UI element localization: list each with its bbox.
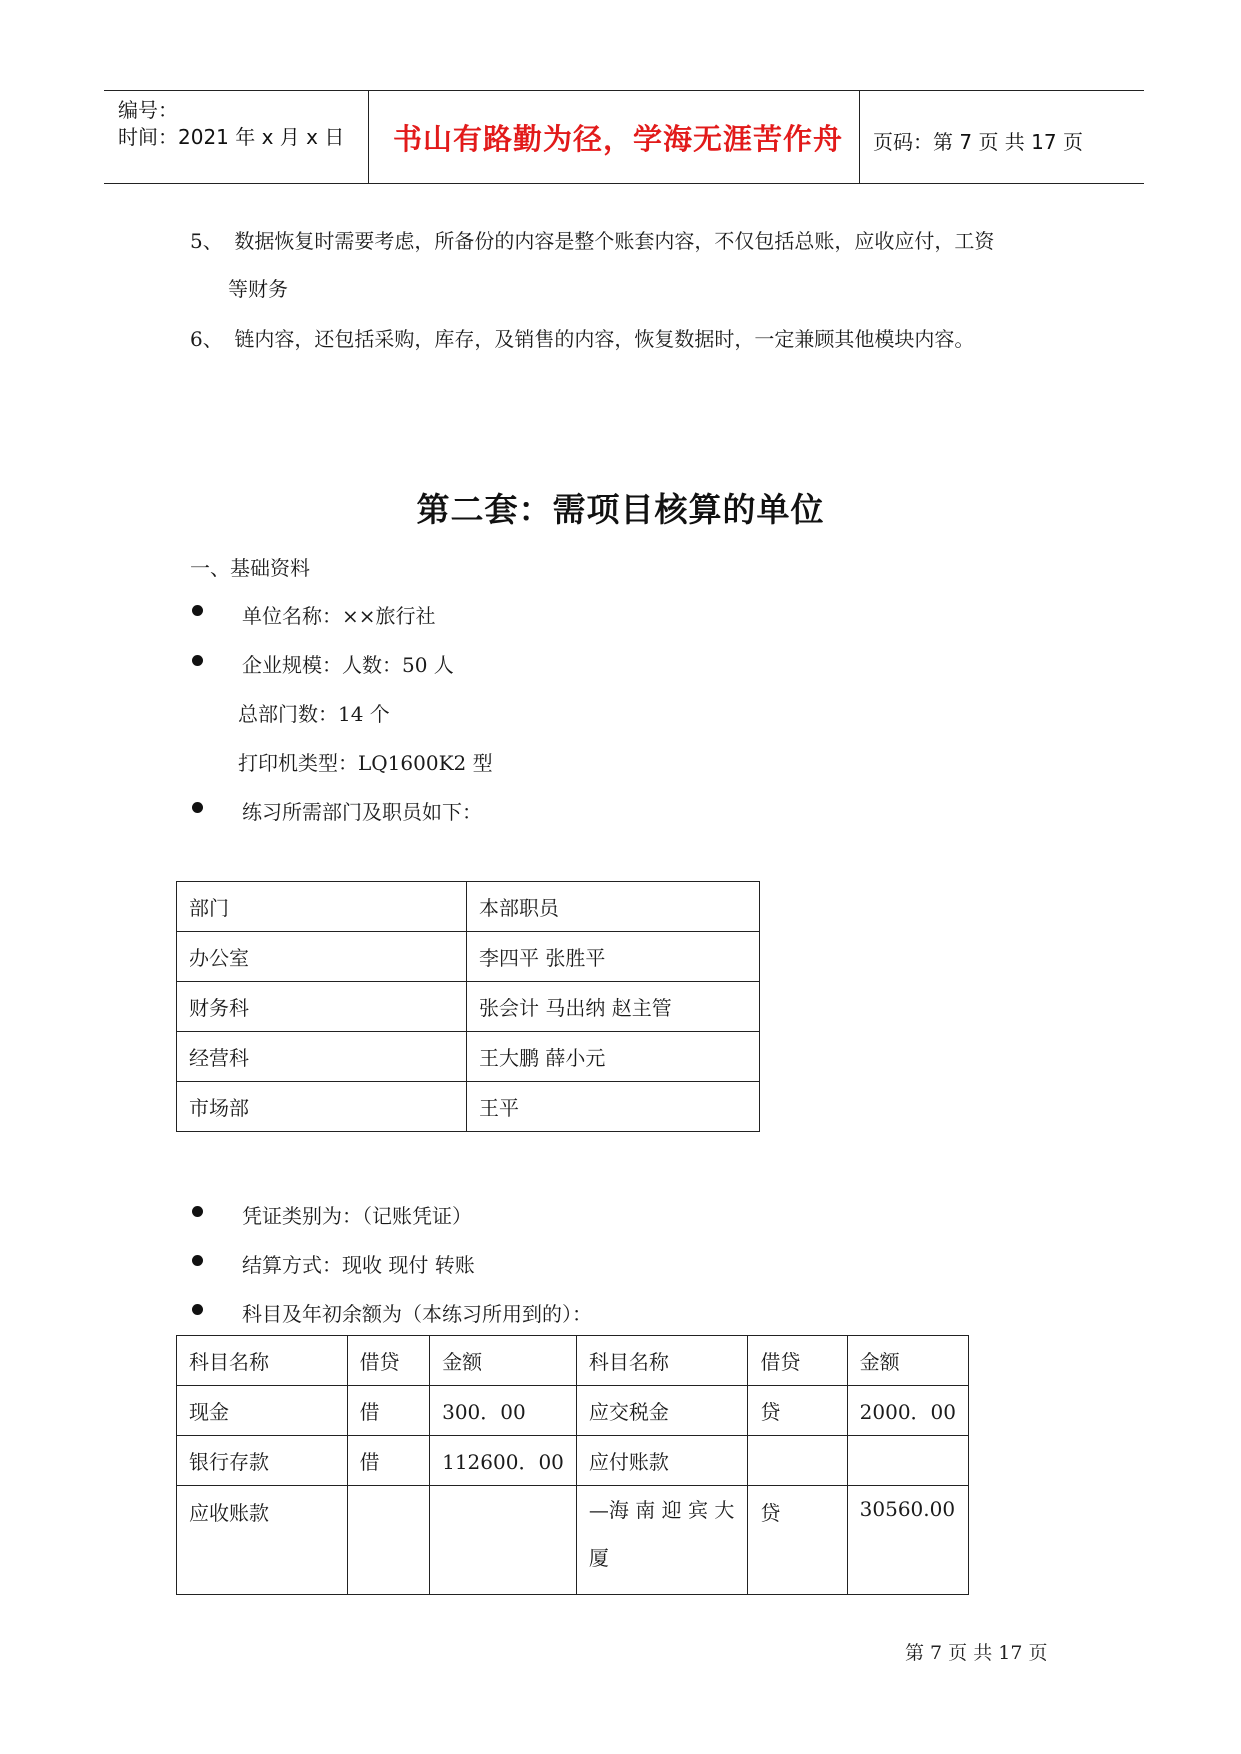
table-cell: 300．00 — [430, 1386, 577, 1436]
header-divider-left — [368, 90, 369, 184]
page-footer: 第 7 页 共 17 页 — [905, 1642, 1048, 1664]
header-number-label: 编号： — [118, 98, 178, 122]
table-cell: 现金 — [177, 1386, 348, 1436]
list-item-number: 6、 — [190, 327, 223, 351]
table-cell: 李四平 张胜平 — [467, 932, 760, 982]
list-item-text: 链内容，还包括采购，库存，及销售的内容，恢复数据时，一定兼顾其他模块内容。 — [234, 327, 975, 351]
unit-name: 单位名称：××旅行社 — [242, 604, 436, 628]
header-divider-right — [859, 90, 860, 184]
table-cell: 112600．00 — [430, 1436, 577, 1486]
list-item-5 — [190, 225, 994, 254]
table-cell: 王大鹏 薛小元 — [467, 1032, 760, 1082]
table-cell — [430, 1486, 577, 1595]
voucher-type: 凭证类别为：（记账凭证） — [242, 1204, 472, 1228]
bullet-icon — [192, 802, 203, 813]
table-row — [177, 932, 760, 982]
table-cell: 经营科 — [177, 1032, 467, 1082]
list-item-text: 数据恢复时需要考虑，所备份的内容是整个账套内容，不仅包括总账，应收应付，工资 — [234, 229, 995, 253]
header-motto: 书山有路勤为径，学海无涯苦作舟 — [393, 122, 844, 156]
table-row — [177, 1082, 760, 1132]
header-top-rule — [104, 90, 1144, 91]
table-header-cell: 科目名称 — [576, 1336, 747, 1386]
settlement-methods: 结算方式：现收 现付 转账 — [242, 1253, 475, 1277]
bullet-icon — [192, 1206, 203, 1217]
company-scale: 企业规模：人数：50 人 — [242, 653, 454, 677]
bullet-icon — [192, 1304, 203, 1315]
table-cell: —海 南 迎 宾 大 厦 — [576, 1486, 747, 1595]
table-header-cell: 借贷 — [347, 1336, 430, 1386]
table-header-cell: 本部职员 — [467, 882, 760, 932]
table-cell: 应付账款 — [576, 1436, 747, 1486]
table-row — [177, 1486, 969, 1595]
table-cell: 张会计 马出纳 赵主管 — [467, 982, 760, 1032]
bullet-icon — [192, 655, 203, 666]
table-header-cell: 借贷 — [748, 1336, 847, 1386]
table-cell: 应收账款 — [177, 1486, 348, 1595]
table-cell: 银行存款 — [177, 1436, 348, 1486]
table-cell: 市场部 — [177, 1082, 467, 1132]
list-item-number: 5、 — [190, 229, 223, 253]
table-header-cell: 金额 — [847, 1336, 968, 1386]
table-cell: 办公室 — [177, 932, 467, 982]
table-cell: 财务科 — [177, 982, 467, 1032]
table-row — [177, 1032, 760, 1082]
table-cell: 王平 — [467, 1082, 760, 1132]
header-time-label: 时间：2021 年 x 月 x 日 — [118, 125, 345, 149]
table-cell: 贷 — [748, 1386, 847, 1436]
table-cell — [748, 1436, 847, 1486]
table-cell: 应交税金 — [576, 1386, 747, 1436]
table-header-cell: 科目名称 — [177, 1336, 348, 1386]
subsection-heading: 一、基础资料 — [190, 556, 310, 580]
table-header-cell: 金额 — [430, 1336, 577, 1386]
balance-table — [176, 1335, 969, 1595]
header-page-info: 页码：第 7 页 共 17 页 — [873, 130, 1083, 154]
table-cell — [347, 1486, 430, 1595]
table-cell — [847, 1436, 968, 1486]
header-bottom-rule — [104, 183, 1144, 184]
dept-intro: 练习所需部门及职员如下： — [242, 800, 482, 824]
table-header-cell: 部门 — [177, 882, 467, 932]
bullet-icon — [192, 1255, 203, 1266]
table-row — [177, 1386, 969, 1436]
departments-total: 总部门数：14 个 — [238, 702, 390, 726]
list-item-6 — [190, 323, 974, 352]
table-row — [177, 982, 760, 1032]
department-table — [176, 881, 760, 1132]
table-row — [177, 1436, 969, 1486]
accounts-intro: 科目及年初余额为（本练习所用到的）： — [242, 1302, 592, 1326]
table-header-row — [177, 882, 760, 932]
table-cell: 2000．00 — [847, 1386, 968, 1436]
printer-type: 打印机类型：LQ1600K2 型 — [238, 751, 493, 775]
table-cell: 借 — [347, 1436, 430, 1486]
list-item-5-continued: 等财务 — [228, 277, 288, 301]
table-cell: 贷 — [748, 1486, 847, 1595]
table-cell: 借 — [347, 1386, 430, 1436]
section-title: 第二套：需项目核算的单位 — [416, 490, 825, 529]
table-header-row — [177, 1336, 969, 1386]
bullet-icon — [192, 605, 203, 616]
table-cell: 30560.00 — [847, 1486, 968, 1595]
